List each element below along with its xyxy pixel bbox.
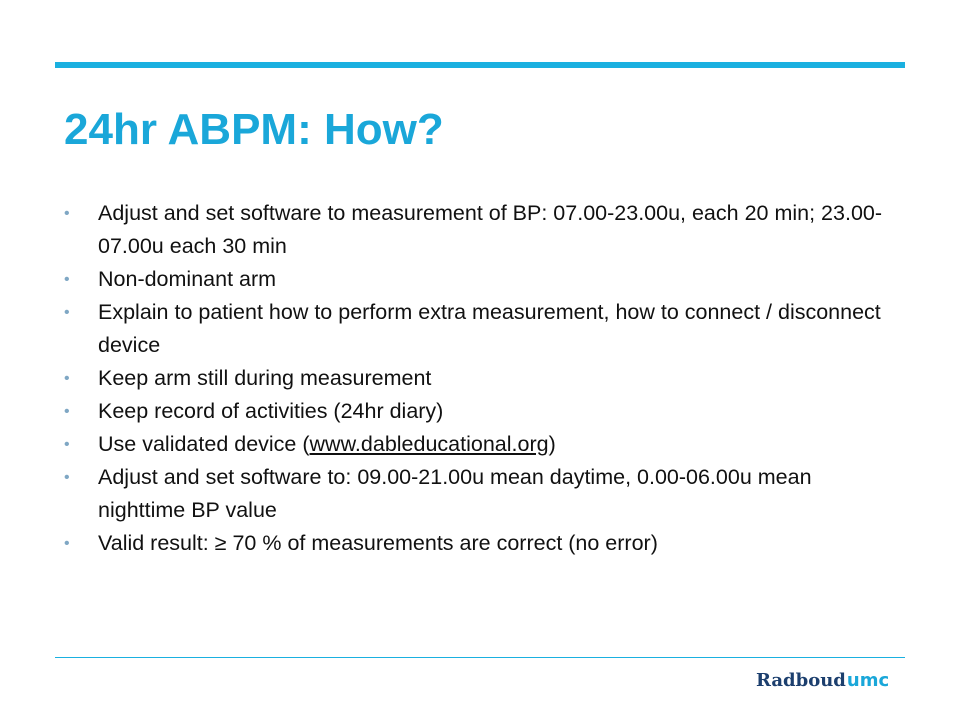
bottom-divider — [55, 657, 905, 658]
logo-suffix: umc — [846, 670, 890, 691]
bullet-item — [64, 296, 894, 362]
bullet-icon: • — [64, 436, 70, 453]
bullet-icon: • — [64, 469, 70, 486]
bullet-item — [64, 428, 894, 461]
slide-title: 24hr ABPM: How? — [64, 105, 444, 154]
bullet-icon: • — [64, 271, 70, 288]
bullet-text-suffix: ) — [548, 432, 556, 456]
bullet-text: Adjust and set software to measurement of BP: 07.00-23.00u, each 20 min; 23.00-07.00u each 30 min — [98, 201, 883, 258]
bullet-item — [64, 527, 894, 560]
dabl-link[interactable]: www.dableducational.org — [309, 432, 549, 456]
bullet-item — [64, 395, 894, 428]
logo-brand: Radboud — [756, 670, 846, 691]
bullet-icon: • — [64, 205, 70, 222]
bullet-text: Keep arm still during measurement — [98, 366, 432, 390]
top-divider — [55, 62, 905, 68]
bullet-text: Adjust and set software to: 09.00-21.00u mean daytime, 0.00-06.00u mean nighttime BP value — [98, 465, 812, 522]
bullet-item — [64, 461, 894, 527]
bullet-icon: • — [64, 304, 70, 321]
radboudumc-logo — [756, 668, 889, 694]
bullet-text: Keep record of activities (24hr diary) — [98, 399, 444, 423]
bullet-text-prefix: Use validated device ( — [98, 432, 310, 456]
bullet-icon: • — [64, 535, 70, 552]
bullet-text: Valid result: ≥ 70 % of measurements are correct (no error) — [98, 531, 658, 555]
bullet-item — [64, 197, 894, 263]
bullet-list — [64, 197, 894, 560]
bullet-item — [64, 362, 894, 395]
bullet-text: Explain to patient how to perform extra measurement, how to connect / disconnect device — [98, 300, 881, 357]
bullet-item — [64, 263, 894, 296]
bullet-icon: • — [64, 370, 70, 387]
bullet-text: Non-dominant arm — [98, 267, 277, 291]
bullet-icon: • — [64, 403, 70, 420]
